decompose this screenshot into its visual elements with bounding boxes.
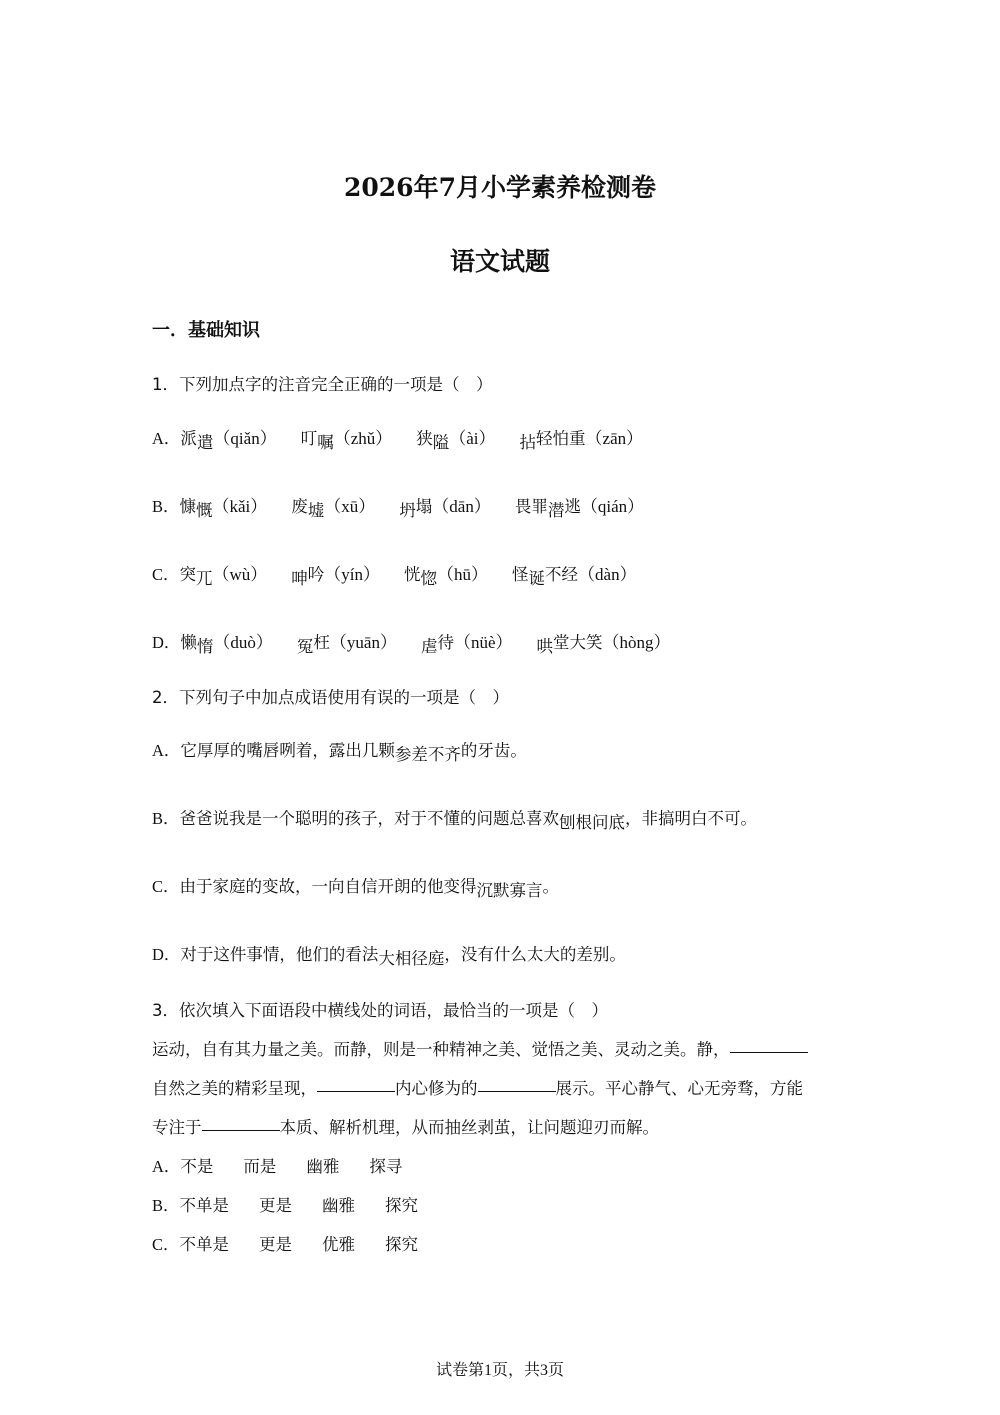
pinyin: （zhǔ）: [333, 429, 393, 448]
item-text: 突: [179, 565, 197, 584]
fill-blank-2: [317, 1090, 395, 1092]
dotted-char: 惰: [196, 637, 214, 656]
option-word: 不单是: [179, 1235, 230, 1254]
option-label: C．: [152, 1235, 180, 1254]
option-item: [180, 628, 273, 656]
pinyin: （ài）: [449, 429, 496, 448]
option-word: 更是: [259, 1196, 293, 1215]
passage-text: 展示。平心静气、心无旁骛，方能: [555, 1079, 803, 1098]
option-row: [152, 805, 758, 832]
dotted-char: 冤: [296, 637, 314, 656]
pinyin: （nüè）: [453, 633, 513, 652]
option-label: B．: [152, 497, 180, 516]
question-3-passage-line: [152, 1075, 803, 1099]
passage-text: 自然之美的精彩呈现，: [152, 1079, 317, 1098]
option-item: [512, 560, 637, 588]
option-row: [152, 424, 667, 452]
option-row: [152, 1192, 448, 1216]
page-footer: 试卷第1页，共3页: [435, 1362, 564, 1379]
option-label: D．: [152, 633, 181, 652]
item-text: 派: [180, 429, 197, 448]
item-text: 恍: [404, 565, 421, 584]
option-row: [152, 737, 527, 764]
option-word: 不是: [180, 1157, 214, 1176]
option-item: [291, 492, 376, 520]
option-label: A．: [152, 429, 181, 448]
option-label: D．: [152, 945, 181, 964]
item-text: 叮: [300, 429, 318, 448]
option-item: [180, 424, 277, 452]
question-3-stem: 3．依次填入下面语段中横线处的词语，最恰当的一项是（ ）: [152, 1001, 608, 1020]
option-word: 幽雅: [322, 1196, 356, 1215]
item-text: 枉: [313, 633, 330, 652]
option-label: C．: [152, 565, 180, 584]
option-item: [536, 628, 671, 656]
option-word: 幽雅: [306, 1157, 340, 1176]
dotted-char: 兀: [196, 569, 213, 588]
option-row: [152, 941, 626, 968]
option-label: B．: [152, 809, 180, 828]
option-word: 探究: [385, 1196, 419, 1215]
passage-text: 专注于: [152, 1118, 202, 1137]
pinyin: （zān）: [585, 429, 644, 448]
pinyin: （wù）: [212, 565, 268, 584]
option-item: [404, 560, 489, 588]
option-row: [152, 492, 668, 520]
question-3-passage-line: [152, 1036, 808, 1060]
dotted-char: 潜: [547, 501, 565, 520]
option-word: 探寻: [369, 1157, 403, 1176]
option-word: 探究: [385, 1235, 419, 1254]
section-heading: 一．基础知识: [152, 320, 260, 341]
passage-text: 本质、解析机理，从而抽丝剥茧，让问题迎刃而解。: [279, 1118, 659, 1137]
option-word: 更是: [259, 1235, 293, 1254]
item-text: 废: [291, 497, 308, 516]
option-text: 对于这件事情，他们的看法: [180, 945, 379, 964]
option-label: A．: [152, 741, 181, 760]
fill-blank-1: [730, 1051, 808, 1053]
pinyin: （duò）: [213, 633, 273, 652]
question-2-stem: 2．下列句子中加点成语使用有误的一项是（ ）: [152, 688, 509, 707]
dotted-char: 嘱: [317, 433, 334, 452]
option-label: A．: [152, 1157, 181, 1176]
item-text: 慷: [179, 497, 197, 516]
option-text: ，非搞明白不可。: [625, 809, 758, 828]
option-item: [519, 424, 644, 452]
option-text: 它厚厚的嘴唇咧着，露出几颗: [180, 741, 395, 760]
item-text: 吟: [307, 565, 325, 584]
dotted-char: 拈: [519, 433, 537, 452]
dotted-idiom: 大相径庭: [378, 949, 445, 968]
dotted-idiom: 参差不齐: [394, 745, 461, 764]
option-text: 由于家庭的变故，一向自信开朗的他变得: [179, 877, 477, 896]
item-text: 不经: [545, 565, 579, 584]
dotted-char: 虐: [420, 637, 438, 656]
dotted-char: 呻: [291, 569, 308, 588]
pinyin: （dàn）: [578, 565, 637, 584]
fill-blank-4: [202, 1129, 280, 1131]
passage-text: 运动，自有其力量之美。而静，则是一种精神之美、觉悟之美、灵动之美。静，: [152, 1040, 730, 1059]
item-text: 堂大笑: [553, 633, 603, 652]
option-item: [179, 560, 268, 588]
option-word: 优雅: [322, 1235, 356, 1254]
pinyin: （hū）: [437, 565, 489, 584]
dotted-char: 墟: [307, 501, 325, 520]
item-text: 狭: [416, 429, 433, 448]
option-item: [291, 560, 381, 588]
option-item: [420, 628, 513, 656]
passage-text: 内心修为的: [395, 1079, 478, 1098]
pinyin: （qiǎn）: [213, 429, 277, 448]
pinyin: （qián）: [580, 497, 645, 516]
dotted-idiom: 刨根问底: [559, 813, 626, 832]
pinyin: （hòng）: [602, 633, 671, 652]
option-label: C．: [152, 877, 180, 896]
question-3-passage-line: [152, 1114, 659, 1138]
option-row: [152, 1153, 432, 1177]
item-text: 待: [437, 633, 454, 652]
dotted-char: 哄: [536, 637, 554, 656]
dotted-char: 遣: [196, 433, 214, 452]
exam-title: 2026年7月小学素养检测卷: [344, 173, 656, 202]
item-text: 逃: [564, 497, 581, 516]
option-text: 。: [542, 877, 560, 896]
dotted-char: 坍: [399, 501, 416, 520]
option-item: [514, 492, 645, 520]
dotted-char: 诞: [528, 569, 546, 588]
item-text: 畏罪: [514, 497, 548, 516]
option-row: [152, 628, 695, 656]
option-row: [152, 873, 560, 900]
option-item: [179, 492, 268, 520]
pinyin: （xū）: [324, 497, 376, 516]
option-item: [416, 424, 496, 452]
pinyin: （yín）: [324, 565, 381, 584]
option-row: [152, 560, 661, 588]
option-item: [300, 424, 393, 452]
option-text: 爸爸说我是一个聪明的孩子，对于不懂的问题总喜欢: [179, 809, 560, 828]
option-word: 而是: [243, 1157, 277, 1176]
option-item: [296, 628, 397, 656]
item-text: 塌: [415, 497, 433, 516]
dotted-char: 惚: [420, 569, 438, 588]
item-text: 懒: [180, 633, 197, 652]
exam-subtitle: 语文试题: [449, 247, 550, 276]
dotted-char: 隘: [432, 433, 450, 452]
question-1-stem: 1．下列加点字的注音完全正确的一项是（ ）: [152, 375, 493, 394]
item-text: 轻怕重: [536, 429, 586, 448]
pinyin: （dān）: [432, 497, 491, 516]
fill-blank-3: [478, 1090, 556, 1092]
option-text: ，没有什么太大的差别。: [444, 945, 626, 964]
option-row: [152, 1231, 448, 1255]
item-text: 怪: [512, 565, 529, 584]
option-label: B．: [152, 1196, 180, 1215]
option-text: 的牙齿。: [460, 741, 527, 760]
pinyin: （yuān）: [329, 633, 397, 652]
option-item: [399, 492, 491, 520]
option-word: 不单是: [179, 1196, 230, 1215]
dotted-char: 慨: [196, 501, 213, 520]
pinyin: （kǎi）: [212, 497, 268, 516]
dotted-idiom: 沉默寡言: [476, 881, 543, 900]
